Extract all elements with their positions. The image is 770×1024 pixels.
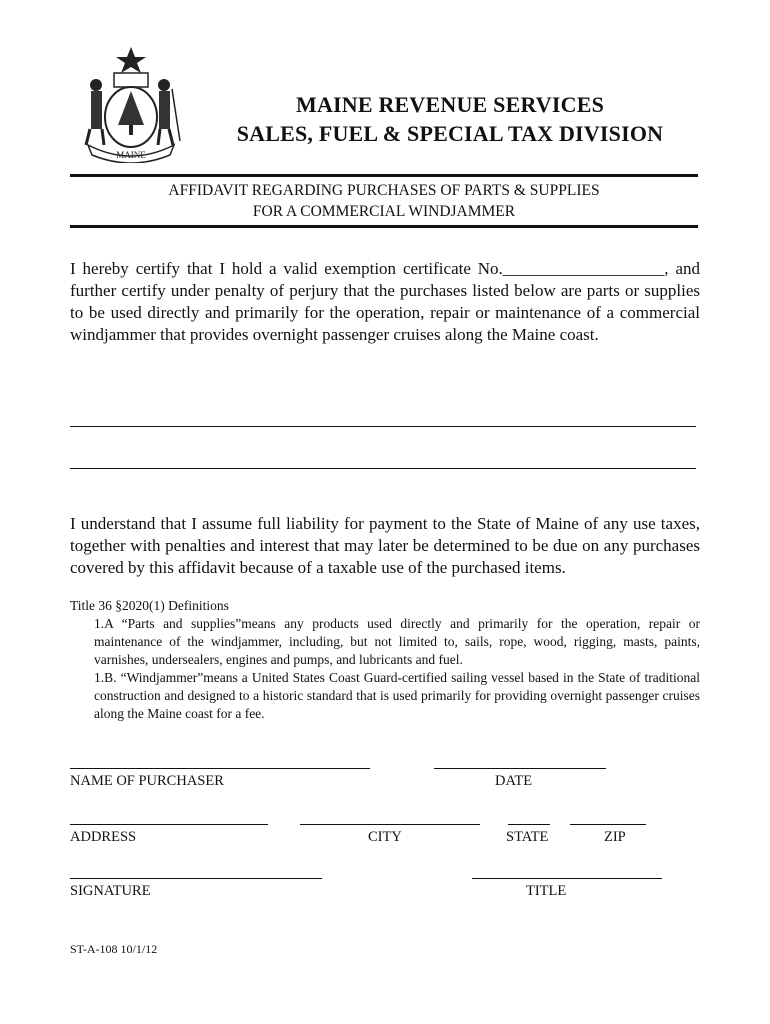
date-label: DATE <box>495 773 533 789</box>
signature-line[interactable] <box>70 878 322 879</box>
definition-windjammer: 1.B. “Windjammer”means a United States Coast Guard-certified sailing vessel based in the State of traditional construction and designed to a historic standard that is used primarily for providing overnight passenger cruises along the Maine coast for a fee. <box>94 670 700 721</box>
certification-paragraph: I hereby certify that I hold a valid exemption certificate No.___________________, and further certify under penalty of perjury that the purchases listed below are parts or supplies to be used directly and primarily for the operation, repair or maintenance of a commercial windjammer that provides overnight passenger cruises along the Maine coast. <box>70 259 700 344</box>
liability-paragraph: I understand that I assume full liability for payment to the State of Maine of any use taxes, together with penalties and interest that may later be determined to be due on any purchases covered by this affidavit because of a taxable use of the purchased items. <box>70 514 700 577</box>
city-label: CITY <box>368 829 402 845</box>
form-number: ST-A-108 10/1/12 <box>70 942 158 956</box>
definition-parts-supplies: 1.A “Parts and supplies”means any products used directly and primarily for the operation, repair or maintenance of the windjammer, including, but not limited to, sails, rope, wood, rigging, masts, paints, varnishes, undersealers, engines and pumps, and lubricants and fuel. <box>94 616 700 667</box>
maine-state-seal <box>76 45 186 163</box>
zip-label: ZIP <box>604 829 626 845</box>
name-of-purchaser-line[interactable] <box>70 768 370 769</box>
date-line[interactable] <box>434 768 606 769</box>
agency-title: MAINE REVENUE SERVICES <box>295 92 605 117</box>
state-label: STATE <box>506 829 549 845</box>
seal-banner-text: MAINE <box>116 150 146 160</box>
state-line[interactable] <box>508 824 550 825</box>
title-line[interactable] <box>472 878 662 879</box>
address-label: ADDRESS <box>70 829 137 845</box>
form-title-line1: AFFIDAVIT REGARDING PURCHASES OF PARTS & SUPPLIES <box>168 182 600 199</box>
definitions-heading: Title 36 §2020(1) Definitions <box>70 598 229 613</box>
form-title-line2: FOR A COMMERCIAL WINDJAMMER <box>252 203 516 220</box>
address-line[interactable] <box>70 824 268 825</box>
city-line[interactable] <box>300 824 480 825</box>
name-of-purchaser-label: NAME OF PURCHASER <box>70 773 224 789</box>
purchases-line-2[interactable] <box>70 468 696 469</box>
title-label: TITLE <box>526 883 567 899</box>
division-title: SALES, FUEL & SPECIAL TAX DIVISION <box>236 121 664 146</box>
definitions-section <box>70 597 700 723</box>
signature-label: SIGNATURE <box>70 883 151 899</box>
purchases-line-1[interactable] <box>70 426 696 427</box>
zip-line[interactable] <box>570 824 646 825</box>
top-rule <box>70 174 698 177</box>
title-rule <box>70 225 698 228</box>
